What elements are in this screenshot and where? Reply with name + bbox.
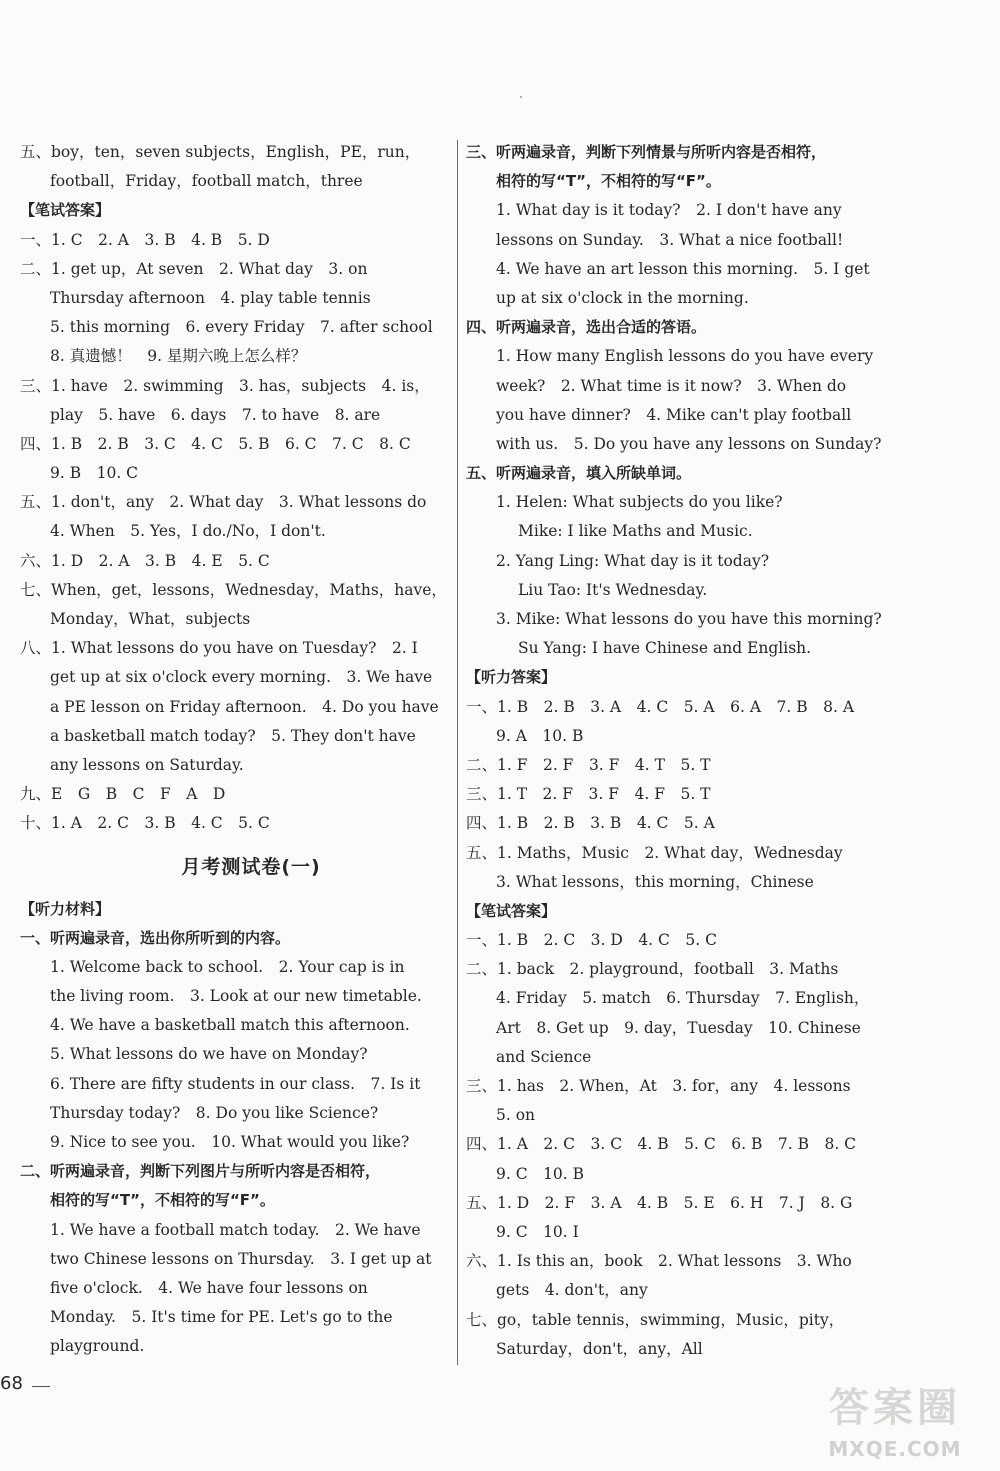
text-line: get up at six o'clock every morning. 3. We have: [50, 668, 433, 687]
text-line: 五、1. don't，any 2. What day 3. What lessons do: [20, 493, 427, 512]
text-line: 2. Yang Ling: What day is it today?: [496, 551, 770, 570]
text-line: 9. C 10. I: [496, 1222, 579, 1241]
text-line: 四、1. B 2. B 3. C 4. C 5. B 6. C 7. C 8. C: [20, 434, 411, 453]
section-title: 月考测试卷(一): [181, 855, 321, 878]
section-heading: 五、听两遍录音，填入所缺单词。: [466, 464, 692, 483]
text-line: five o'clock. 4. We have four lessons on: [50, 1278, 368, 1297]
section-heading: 【笔试答案】: [20, 201, 111, 220]
text-line: 1. We have a football match today. 2. We have: [50, 1220, 421, 1239]
text-line: 1. How many English lessons do you have every: [496, 347, 874, 366]
text-line: playground.: [50, 1337, 145, 1356]
text-line: 4. When 5. Yes，I do./No，I don't.: [50, 522, 326, 541]
text-line: play 5. have 6. days 7. to have 8. are: [50, 405, 381, 424]
page-number-dash: [32, 1386, 50, 1387]
text-line: Liu Tao: It's Wednesday.: [518, 580, 708, 599]
text-line: 三、1. T 2. F 3. F 4. F 5. T: [466, 785, 711, 804]
watermark: [800, 1380, 990, 1465]
text-line: 6. There are fifty students in our class. 7. Is it: [50, 1074, 421, 1093]
section-heading: 三、听两遍录音，判断下列情景与所听内容是否相符，: [466, 143, 827, 161]
text-line: 七、go，table tennis，swimming，Music，pity，: [466, 1310, 845, 1329]
text-line: football，Friday，football match，three: [50, 172, 363, 191]
text-line: 五、1. D 2. F 3. A 4. B 5. E 6. H 7. J 8. G: [466, 1193, 853, 1212]
text-line: 五、boy，ten，seven subjects，English，PE，run，: [20, 143, 421, 161]
section-heading: 【听力答案】: [466, 668, 557, 687]
text-line: a basketball match today? 5. They don't have: [50, 726, 416, 745]
text-line: Mike: I like Maths and Music.: [518, 522, 753, 541]
text-line: 二、1. back 2. playground，football 3. Maths: [466, 960, 839, 979]
watermark-logo-text: 答案圈: [829, 1385, 961, 1431]
section-heading: 【笔试答案】: [466, 901, 557, 920]
text-line: 9. B 10. C: [50, 464, 139, 483]
text-line: 七、When，get，lessons，Wednesday，Maths，have，: [20, 580, 447, 599]
text-line: 一、1. B 2. B 3. A 4. C 5. A 6. A 7. B 8. A: [466, 697, 855, 716]
section-heading: 一、听两遍录音，选出你所听到的内容。: [20, 928, 291, 947]
text-line: 4. We have a basketball match this afternoon.: [50, 1016, 410, 1035]
section-heading: 二、听两遍录音，判断下列图片与所听内容是否相符，: [20, 1162, 381, 1181]
text-line: 5. What lessons do we have on Monday?: [50, 1045, 368, 1064]
text-line: Thursday afternoon 4. play table tennis: [50, 288, 371, 307]
text-line: 9. Nice to see you. 10. What would you like?: [50, 1133, 410, 1151]
text-line: lessons on Sunday. 3. What a nice football!: [496, 230, 844, 249]
text-line: 三、1. have 2. swimming 3. has，subjects 4. is，: [20, 376, 430, 395]
text-line: Monday，What，subjects: [50, 610, 251, 628]
left-column: [20, 138, 452, 1362]
section-heading: 相符的写“T”，不相符的写“F”。: [50, 1191, 275, 1210]
text-line: any lessons on Saturday.: [50, 755, 244, 774]
section-heading: 相符的写“T”，不相符的写“F”。: [496, 172, 721, 191]
text-line: 五、1. Maths，Music 2. What day，Wednesday: [466, 843, 843, 862]
text-line: Monday. 5. It's time for PE. Let's go to the: [50, 1308, 393, 1327]
text-line: 九、E G B C F A D: [20, 785, 226, 804]
text-line: 5. on: [496, 1106, 536, 1125]
text-line: a PE lesson on Friday afternoon. 4. Do you have: [50, 697, 439, 716]
watermark-url: MXQE.COM: [828, 1437, 962, 1461]
text-line: 一、1. C 2. A 3. B 4. B 5. D: [20, 230, 270, 249]
text-line: 六、1. D 2. A 3. B 4. E 5. C: [20, 551, 270, 570]
text-line: Saturday，don't，any，All: [496, 1339, 703, 1358]
page-number: 68: [0, 1373, 23, 1394]
column-divider: [457, 140, 458, 1365]
section-heading: 四、听两遍录音，选出合适的答语。: [466, 318, 707, 337]
text-line: gets 4. don't，any: [496, 1281, 648, 1300]
text-line: 三、1. has 2. When，At 3. for，any 4. lessons: [466, 1077, 851, 1095]
text-line: with us. 5. Do you have any lessons on Sunday?: [496, 434, 882, 453]
text-line: 一、1. B 2. C 3. D 4. C 5. C: [466, 931, 717, 950]
text-line: the living room. 3. Look at our new timetable.: [50, 987, 422, 1006]
text-line: week? 2. What time is it now? 3. When do: [496, 376, 847, 395]
text-line: 八、1. What lessons do you have on Tuesday? 2. I: [20, 639, 418, 658]
text-line: 4. We have an art lesson this morning. 5. I get: [496, 259, 870, 278]
text-line: Thursday today? 8. Do you like Science?: [50, 1103, 379, 1122]
text-line: Su Yang: I have Chinese and English.: [518, 639, 812, 658]
right-column: [466, 138, 904, 1364]
text-line: 3. What lessons，this morning，Chinese: [496, 872, 814, 891]
text-line: 二、1. F 2. F 3. F 4. T 5. T: [466, 755, 711, 774]
text-line: 1. Welcome back to school. 2. Your cap is in: [50, 957, 405, 976]
text-line: 1. Helen: What subjects do you like?: [496, 493, 783, 512]
text-line: 1. What day is it today? 2. I don't have any: [496, 201, 842, 220]
section-heading: 【听力材料】: [20, 899, 111, 918]
text-line: Art 8. Get up 9. day，Tuesday 10. Chinese: [496, 1018, 861, 1037]
text-line: 六、1. Is this an，book 2. What lessons 3. Who: [466, 1252, 852, 1271]
text-line: up at six o'clock in the morning.: [496, 288, 749, 307]
text-line: you have dinner? 4. Mike can't play football: [496, 405, 852, 424]
scan-speck: [520, 96, 522, 98]
text-line: 四、1. A 2. C 3. C 4. B 5. C 6. B 7. B 8. C: [466, 1135, 857, 1154]
text-line: 3. Mike: What lessons do you have this morning?: [496, 610, 882, 628]
text-line: 8. 真遗憾！ 9. 星期六晚上怎么样？: [50, 347, 307, 366]
text-line: 4. Friday 5. match 6. Thursday 7. English，: [496, 989, 870, 1008]
text-line: 9. C 10. B: [496, 1164, 585, 1183]
text-line: 四、1. B 2. B 3. B 4. C 5. A: [466, 814, 715, 833]
text-line: and Science: [496, 1047, 592, 1066]
text-line: 二、1. get up，At seven 2. What day 3. on: [20, 259, 368, 278]
text-line: 9. A 10. B: [496, 726, 584, 745]
text-line: 十、1. A 2. C 3. B 4. C 5. C: [20, 814, 270, 833]
text-line: 5. this morning 6. every Friday 7. after school: [50, 318, 433, 337]
text-line: two Chinese lessons on Thursday. 3. I get up at: [50, 1249, 432, 1268]
